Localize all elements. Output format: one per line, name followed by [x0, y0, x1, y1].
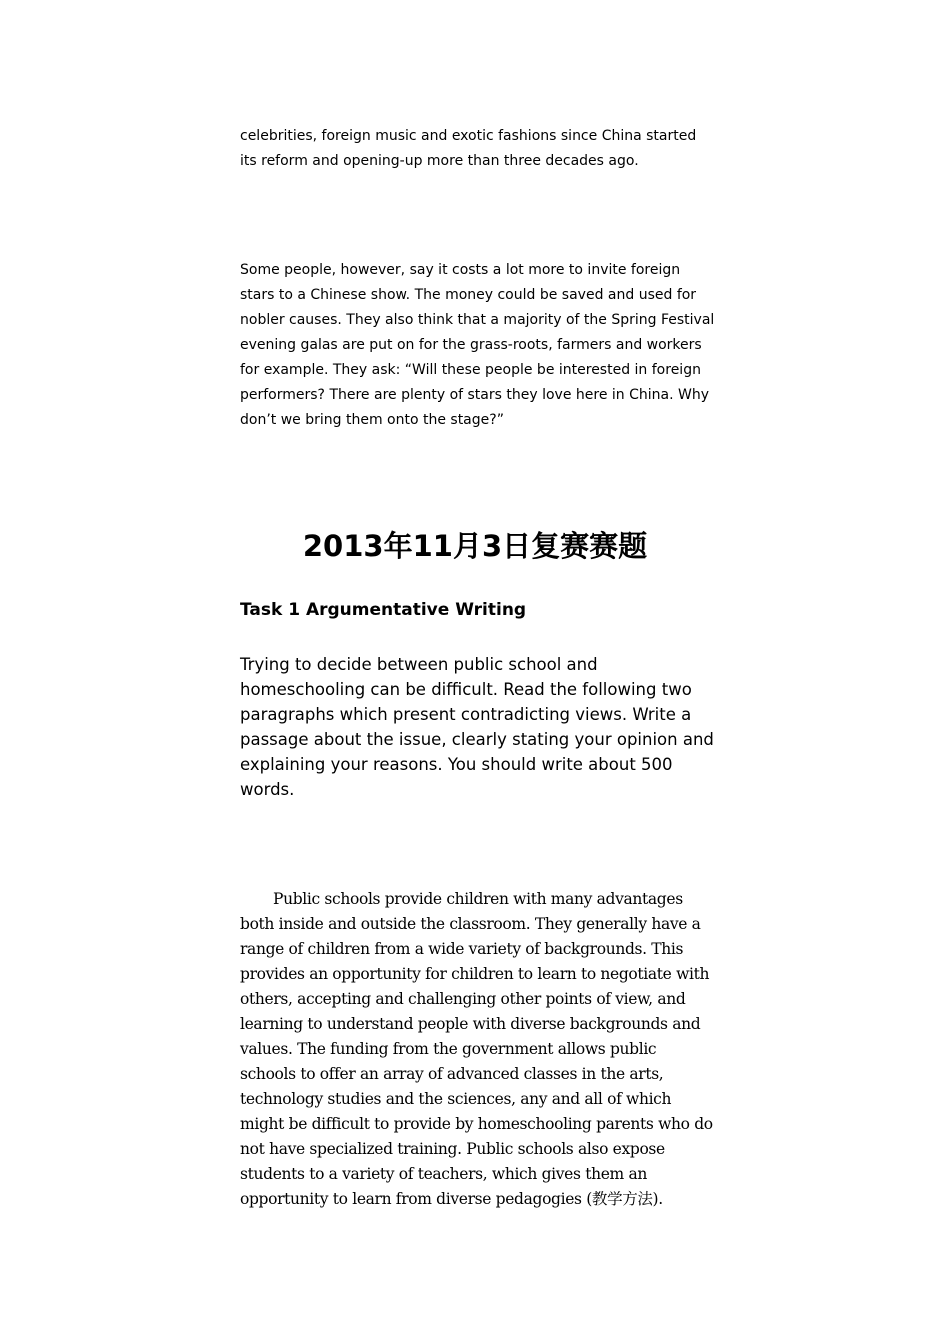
- paragraph-foreign-culture: celebrities, foreign music and exotic fashions since China started its reform and opening-up more than three decades ago.: [240, 128, 697, 169]
- paragraph-public-schools: [240, 887, 715, 1212]
- section-heading: 2013年11月3日复赛赛题: [302, 529, 648, 563]
- paragraph-public-schools-text: Public schools provide children with many advantages both inside and outside the classroom. They generally have a range of children from a wide variety of backgrounds. This provides an opportunity for children to learn to negotiate with others, accepting and challenging other points of view, and learning to understand people with diverse backgrounds and values. The funding from the government allows public schools to offer an array of advanced classes in the arts, technology studies and the sciences, any and all of which might be difficult to provide by homeschooling parents who do not have specialized training. Public schools also expose students to a variety of teachers, which gives them an opportunity to learn from diverse pedagogies (教学方法).: [240, 890, 713, 1208]
- task-title: Task 1 Argumentative Writing: [240, 600, 527, 620]
- paragraph-foreign-stars-cost: Some people, however, say it costs a lot more to invite foreign stars to a Chinese show. The money could be saved and used for nobler causes. They also think that a majority of the Spring Festival evening galas are put on for the grass-roots, farmers and workers for example. They ask: “Will these people be interested in foreign performers? There are plenty of stars they love here in China. Why don’t we bring them onto the stage?”: [240, 262, 715, 428]
- task-prompt: Trying to decide between public school and homeschooling can be difficult. Read the following two paragraphs which present contradicting views. Write a passage about the issue, clearly stating your opinion and explaining your reasons. You should write about 500 words.: [240, 655, 714, 799]
